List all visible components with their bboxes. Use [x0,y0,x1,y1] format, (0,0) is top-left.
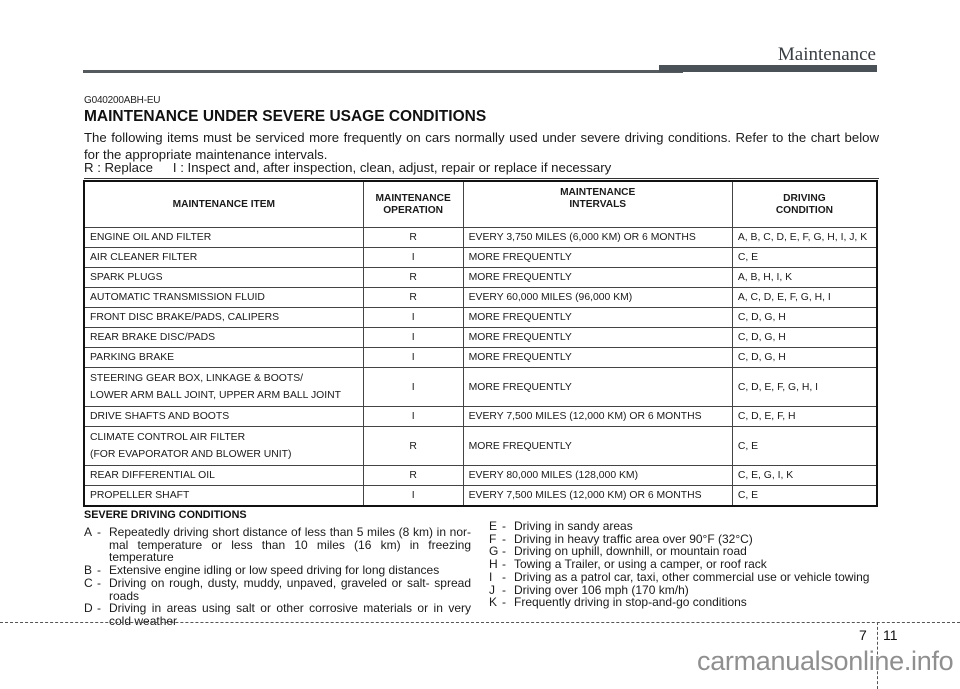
table-row [84,308,877,328]
cell-condition: C, E [732,248,877,268]
cell-operation: I [363,486,463,507]
condition-text: Frequently driving in stop-and-go conditions [514,595,747,610]
condition-item [84,577,471,602]
condition-item [84,526,471,564]
cell-item: REAR DIFFERENTIAL OIL [84,466,363,486]
operation-legend [84,160,611,175]
table-header-row [84,181,877,228]
cell-condition: C, D, E, F, H [732,407,877,427]
cell-interval: MORE FREQUENTLY [463,427,732,466]
header-maintenance-operation: MAINTENANCE OPERATION [363,181,463,228]
condition-text: Driving in sandy areas [514,519,633,533]
cell-operation: I [363,248,463,268]
condition-item [489,596,884,609]
cell-interval: EVERY 60,000 MILES (96,000 KM) [463,288,732,308]
condition-text: Repeatedly driving short distance of less than 5 miles (8 km) in nor-mal temperature or less than 10 miles (16 km) in freezing temperature [109,525,471,565]
cell-operation: I [363,368,463,407]
condition-key: I [489,569,493,584]
condition-text: Towing a Trailer, or using a camper, or roof rack [514,557,767,572]
table-row [84,328,877,348]
table-row [84,248,877,268]
cell-item: PARKING BRAKE [84,348,363,368]
section-title: Maintenance [777,44,876,65]
condition-text: Driving as a patrol car, taxi, other commercial use or vehicle towing [514,569,870,584]
condition-key: E [489,519,498,533]
cell-item: AUTOMATIC TRANSMISSION FLUID [84,288,363,308]
cell-operation: R [363,268,463,288]
cell-item: AIR CLEANER FILTER [84,248,363,268]
table-row [84,486,877,507]
conditions-list-right [489,520,884,609]
cell-condition: A, C, D, E, F, G, H, I [732,288,877,308]
condition-dash: - [502,582,506,597]
conditions-list-left [84,526,471,628]
condition-dash: - [502,519,506,533]
maintenance-table [83,180,878,507]
condition-dash: - [97,563,101,578]
condition-dash: - [502,557,506,572]
cell-condition: C, D, E, F, G, H, I [732,368,877,407]
cell-item: CLIMATE CONTROL AIR FILTER (FOR EVAPORATOR AND BLOWER UNIT) [84,427,363,466]
watermark: carmanualsonline.info [697,646,954,676]
page-title: MAINTENANCE UNDER SEVERE USAGE CONDITIONS [84,108,487,125]
table-row [84,348,877,368]
condition-key: H [489,557,498,572]
intro-paragraph: The following items must be serviced more frequently on cars normally used under severe driving conditions. Refer to the chart below for the appropriate maintenance intervals. [84,130,879,162]
cell-operation: R [363,288,463,308]
cell-operation: R [363,466,463,486]
cell-condition: C, E, G, I, K [732,466,877,486]
cell-operation: I [363,308,463,328]
condition-item [489,571,884,584]
cell-interval: EVERY 80,000 MILES (128,000 KM) [463,466,732,486]
condition-text: Driving in areas using salt or other corrosive materials or in very cold weather [109,601,471,628]
header-maintenance-item: MAINTENANCE ITEM [84,181,363,228]
cell-operation: I [363,407,463,427]
condition-item [84,564,471,577]
condition-text: Driving on uphill, downhill, or mountain road [514,544,747,559]
table-row [84,466,877,486]
cell-interval: MORE FREQUENTLY [463,328,732,348]
table-row [84,268,877,288]
document-code: G040200ABH-EU [84,95,161,106]
cell-item: PROPELLER SHAFT [84,486,363,507]
cell-condition: C, D, G, H [732,348,877,368]
table-row [84,228,877,248]
cell-condition: A, B, H, I, K [732,268,877,288]
condition-item [84,602,471,627]
cell-condition: C, D, G, H [732,308,877,328]
condition-dash: - [97,575,101,590]
header-maintenance-intervals: MAINTENANCE INTERVALS [463,181,732,228]
cell-condition: C, E [732,427,877,466]
cell-interval: EVERY 7,500 MILES (12,000 KM) OR 6 MONTHS [463,407,732,427]
condition-item [489,520,884,533]
condition-text: Driving on rough, dusty, muddy, unpaved, graveled or salt- spread roads [109,575,471,603]
condition-key: D [84,601,93,616]
legend-rule [84,178,879,179]
condition-key: F [489,531,497,546]
condition-key: C [84,575,93,590]
condition-dash: - [97,601,101,616]
condition-text: Driving in heavy traffic area over 90°F (32°C) [514,531,753,546]
cell-operation: R [363,427,463,466]
cell-interval: MORE FREQUENTLY [463,348,732,368]
condition-dash: - [502,569,506,584]
footer-rule [0,622,960,623]
legend-inspect: I : Inspect and, after inspection, clean, adjust, repair or replace if necessary [172,160,612,175]
condition-key: G [489,544,499,559]
cell-condition: C, D, G, H [732,328,877,348]
table-row [84,288,877,308]
cell-item: FRONT DISC BRAKE/PADS, CALIPERS [84,308,363,328]
condition-key: J [489,582,495,597]
condition-key: B [84,563,93,578]
cell-item: STEERING GEAR BOX, LINKAGE & BOOTS/ LOWER ARM BALL JOINT, UPPER ARM BALL JOINT [84,368,363,407]
condition-item [489,558,884,571]
chapter-number: 7 [859,627,867,643]
cell-interval: EVERY 3,750 MILES (6,000 KM) OR 6 MONTHS [463,228,732,248]
table-row [84,427,877,466]
table-row [84,368,877,407]
cell-interval: MORE FREQUENTLY [463,368,732,407]
condition-dash: - [97,525,101,539]
condition-dash: - [502,544,506,559]
cell-condition: C, E [732,486,877,507]
condition-text: Driving over 106 mph (170 km/h) [514,582,689,597]
cell-operation: R [363,228,463,248]
cell-interval: MORE FREQUENTLY [463,248,732,268]
table-row [84,407,877,427]
cell-item: REAR BRAKE DISC/PADS [84,328,363,348]
page-number: 11 [883,627,898,643]
legend-replace: R : Replace [84,160,153,175]
cell-item: SPARK PLUGS [84,268,363,288]
cell-operation: I [363,348,463,368]
header-rule [83,70,683,73]
cell-item: ENGINE OIL AND FILTER [84,228,363,248]
condition-text: Extensive engine idling or low speed driving for long distances [109,563,440,578]
cell-interval: EVERY 7,500 MILES (12,000 KM) OR 6 MONTHS [463,486,732,507]
condition-key: A [84,525,93,539]
cell-condition: A, B, C, D, E, F, G, H, I, J, K [732,228,877,248]
cell-interval: MORE FREQUENTLY [463,268,732,288]
condition-dash: - [502,595,506,610]
header-accent-bar [659,65,877,72]
header-driving-condition: DRIVING CONDITION [732,181,877,228]
condition-key: K [489,595,498,610]
conditions-heading: SEVERE DRIVING CONDITIONS [84,509,247,521]
cell-item: DRIVE SHAFTS AND BOOTS [84,407,363,427]
cell-interval: MORE FREQUENTLY [463,308,732,328]
cell-operation: I [363,328,463,348]
condition-dash: - [502,531,506,546]
